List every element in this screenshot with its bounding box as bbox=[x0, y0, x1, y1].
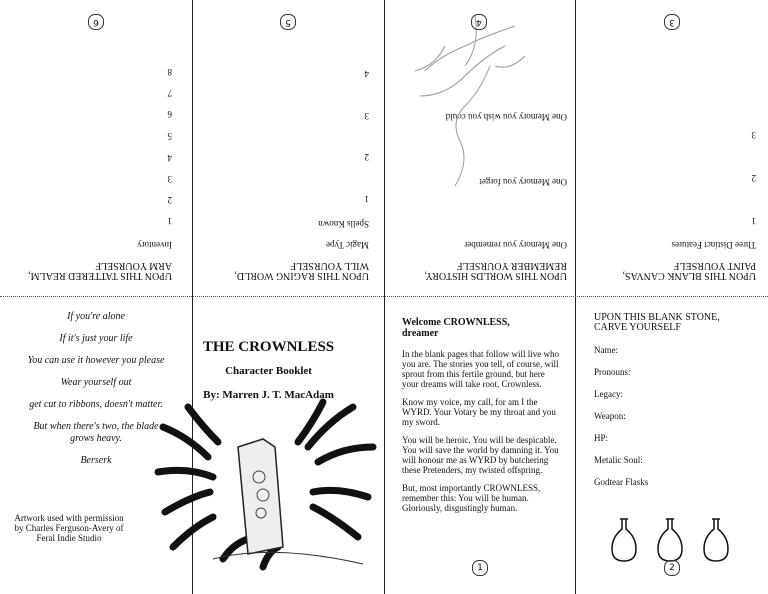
row-number: 8 bbox=[167, 67, 172, 77]
memory-forget-label: One Memory you forget bbox=[479, 177, 567, 187]
row-number: 1 bbox=[751, 216, 756, 226]
flask-icon bbox=[612, 519, 636, 561]
row-number: 7 bbox=[167, 88, 172, 98]
poem-line: Wear yourself out bbox=[60, 377, 132, 388]
magic-type-label: Magic Type bbox=[326, 240, 369, 250]
row-number: 3 bbox=[167, 174, 172, 184]
page-number: 1 bbox=[472, 560, 488, 576]
page-heading: UPON THIS TATTERED REALM, ARM YOURSELF bbox=[28, 260, 172, 281]
name-field-label: Name: bbox=[594, 345, 618, 355]
inventory-label: Inventory bbox=[137, 240, 172, 250]
poem-line: But when there's two, the blade grows heavy. bbox=[33, 421, 159, 444]
booklet-author: By: Marren J. T. MacAdam bbox=[203, 389, 334, 401]
page-number: 6 bbox=[88, 14, 104, 30]
body-paragraph: In the blank pages that follow will live who you are. The stories you tell, of course, will sprout from this fertile ground, but here your dreams will take root, Crownless. bbox=[402, 349, 559, 389]
hp-field-label: HP: bbox=[594, 433, 609, 443]
poem-line: You can use it however you please bbox=[27, 355, 165, 366]
page-number: 3 bbox=[664, 14, 680, 30]
legacy-field-label: Legacy: bbox=[594, 389, 623, 399]
page-heading: UPON THIS BLANK STONE, CARVE YOURSELF bbox=[594, 312, 720, 333]
flask-icon bbox=[704, 519, 728, 561]
flask-icons bbox=[608, 515, 758, 565]
page-number: 4 bbox=[471, 14, 487, 30]
page-heading: UPON THIS RAGING WORLD, WILL YOURSELF bbox=[234, 260, 369, 281]
welcome-heading: Welcome CROWNLESS, dreamer bbox=[402, 317, 510, 339]
poem-line: If it's just your life bbox=[59, 333, 133, 344]
booklet-title: THE CROWNLESS bbox=[202, 339, 335, 355]
row-number: 3 bbox=[751, 130, 756, 140]
artwork-credit: Artwork used with permission by Charles Ferguson-Avery of Feral Indie Studio bbox=[14, 513, 124, 543]
page-number: 2 bbox=[664, 560, 680, 576]
body-paragraph: But, most importantly CROWNLESS, remember this: You will be human. Gloriously, disgustingly human. bbox=[402, 483, 541, 513]
row-number: 2 bbox=[751, 173, 756, 183]
metalic-soul-field-label: Metalic Soul: bbox=[594, 455, 643, 465]
row-number: 2 bbox=[364, 152, 369, 162]
page-5 bbox=[193, 0, 384, 296]
body-paragraph: You will be heroic. You will be despicable. You will save the world by damning it. You will honour me as WYRD by butchering these Pretenders, my twisted offspring. bbox=[402, 435, 559, 475]
row-number: 4 bbox=[167, 153, 172, 163]
godtear-flasks-label: Godtear Flasks bbox=[594, 477, 649, 487]
weapon-field-label: Weapon: bbox=[594, 411, 626, 421]
dreamer-illustration bbox=[385, 0, 575, 296]
flask-icon bbox=[658, 519, 682, 561]
features-label: Three Distinct Features bbox=[671, 240, 756, 250]
row-number: 2 bbox=[167, 195, 172, 205]
row-number: 4 bbox=[364, 69, 369, 79]
row-number: 6 bbox=[167, 109, 172, 119]
page-4 bbox=[385, 0, 575, 296]
row-number: 3 bbox=[364, 111, 369, 121]
page-3 bbox=[576, 0, 768, 296]
row-number: 1 bbox=[364, 194, 369, 204]
page-2 bbox=[576, 297, 768, 594]
poem-line: Berserk bbox=[80, 455, 112, 466]
spells-known-label: Spells Known bbox=[318, 219, 369, 229]
page-1 bbox=[385, 297, 575, 594]
body-paragraph: Know my voice, my call, for am I the WYRD. Your Votary be my throat and you my sword. bbox=[402, 397, 556, 427]
page-6 bbox=[0, 0, 192, 296]
poem-line: get cut to ribbons, doesn't matter. bbox=[29, 399, 163, 410]
front-cover bbox=[153, 297, 384, 594]
page-number: 5 bbox=[280, 14, 296, 30]
row-number: 1 bbox=[167, 216, 172, 226]
page-heading: UPON THIS WORLDS HISTORY, REMEMBER YOURSELF bbox=[424, 260, 567, 281]
booklet-subtitle: Character Booklet bbox=[225, 365, 312, 377]
memory-wish-label: One Memory you wish you could bbox=[445, 112, 567, 122]
memory-remember-label: One Memory you remember bbox=[464, 240, 567, 250]
pronouns-field-label: Pronouns: bbox=[594, 367, 631, 377]
page-heading: UPON THIS BLANK CANVAS, PAINT YOURSELF bbox=[622, 260, 756, 281]
row-number: 5 bbox=[167, 131, 172, 141]
poem-line: If you're alone bbox=[67, 311, 125, 322]
